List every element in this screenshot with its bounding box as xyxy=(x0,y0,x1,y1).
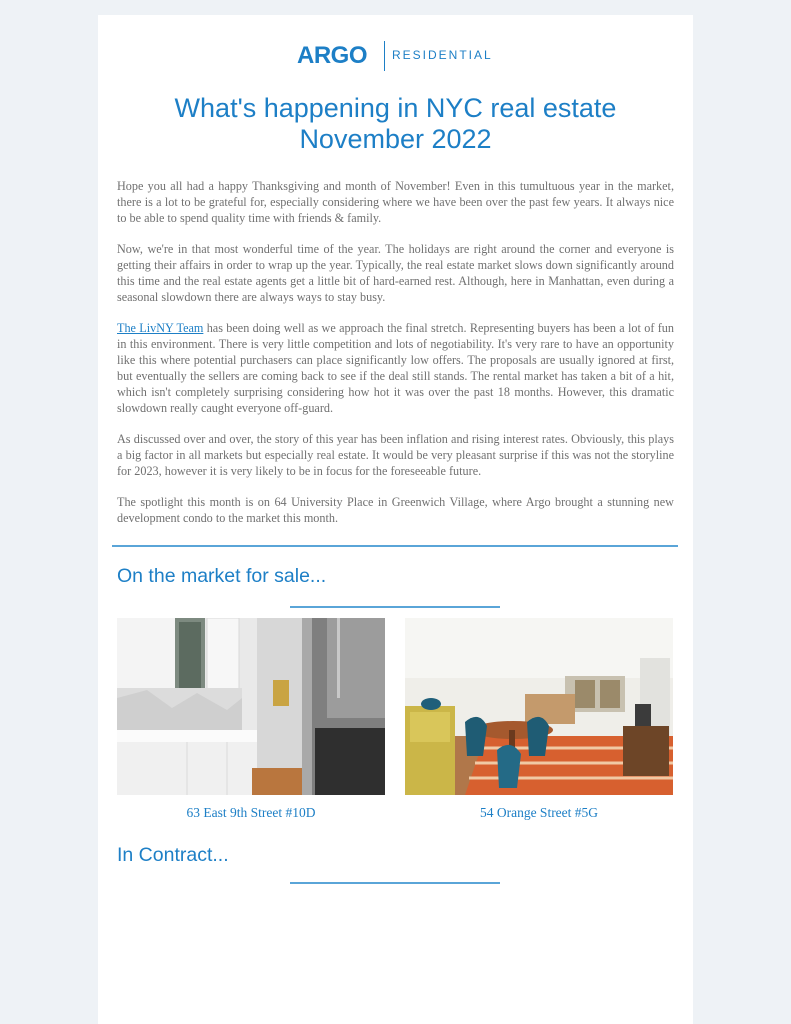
intro-paragraph-3 xyxy=(117,320,674,416)
logo-wordmark: RESIDENTIAL xyxy=(392,48,493,62)
intro-paragraph-3-text: has been doing well as we approach the final stretch. Representing buyers has been a lot of fun in this environment. There is very little competition and lots of negotiability. It's very rare to have an opportunity like this where potential purchasers can place significantly low offers. The proposals are usually ignored at first, but eventually the sellers are coming back to see if the deal still stands. The rental market has taken a bit of a hit, which isn't completely surprising considering how hot it was over the past 18 months. However, this dramatic slowdown really caught everyone off-guard. xyxy=(117,321,674,415)
listing-photo-living-room[interactable] xyxy=(405,618,673,795)
listing-photo-kitchen[interactable] xyxy=(117,618,385,795)
intro-body xyxy=(117,178,674,541)
logo-divider xyxy=(384,41,385,71)
intro-paragraph-1: Hope you all had a happy Thanksgiving and month of November! Even in this tumultuous year in the market, there is a lot to be grateful for, especially considering where we have been over the past few years. It always nice to be able to spend quality time with friends & family. xyxy=(117,179,674,225)
kitchen-photo-icon xyxy=(117,618,385,795)
intro-paragraph-5: The spotlight this month is on 64 University Place in Greenwich Village, where Argo brought a stunning new development condo to the market this month. xyxy=(117,495,674,525)
newsletter-card xyxy=(98,15,693,1024)
headline-line-1: What's happening in NYC real estate xyxy=(174,93,617,123)
in-contract-title-underline xyxy=(290,882,500,884)
listing-address-1[interactable]: 63 East 9th Street #10D xyxy=(186,805,316,820)
for-sale-title-underline xyxy=(290,606,500,608)
logo-mark: ARGO xyxy=(297,42,367,69)
section-divider xyxy=(112,545,678,547)
for-sale-section-title: On the market for sale... xyxy=(117,565,327,587)
livny-team-link[interactable]: The LivNY Team xyxy=(117,321,204,335)
headline-line-2: November 2022 xyxy=(299,124,492,154)
intro-paragraph-4: As discussed over and over, the story of this year has been inflation and rising interest rates. Obviously, this plays a big factor in all markets but especially real estate. It would be very pleasant surprise if this was not the storyline for 2023, however it is very likely to be in focus for the foreseeable future. xyxy=(117,432,674,478)
listing-address-2[interactable]: 54 Orange Street #5G xyxy=(479,805,599,820)
intro-paragraph-2: Now, we're in that most wonderful time of the year. The holidays are right around the corner and everyone is getting their affairs in order to wrap up the year. Typically, the real estate market slows down significantly around this time and the real estate agents get a little bit of hard-earned rest. Although, here in Manhattan, even during a seasonal slowdown there are always ways to stay busy. xyxy=(117,242,674,304)
argo-residential-logo[interactable] xyxy=(297,38,497,72)
living-room-photo-icon xyxy=(405,618,673,795)
newsletter-headline xyxy=(98,93,693,155)
in-contract-section-title: In Contract... xyxy=(117,844,229,866)
